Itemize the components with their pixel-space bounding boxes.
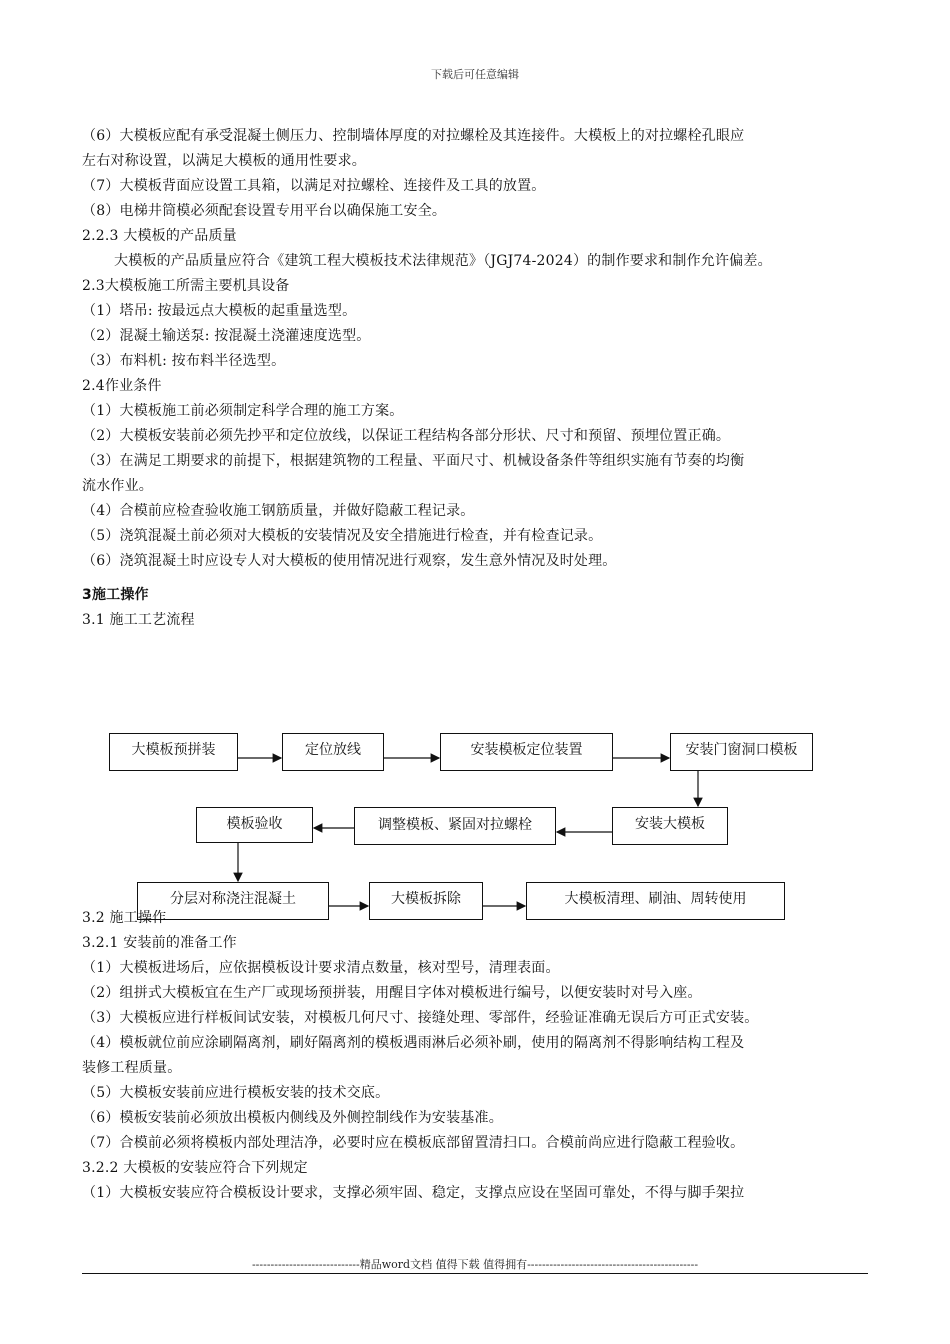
section-heading: 3.1 施工工艺流程 xyxy=(82,612,195,628)
text-line: （8）电梯井筒模必须配套设置专用平台以确保施工安全。 xyxy=(82,203,447,219)
text-line: （3）布料机: 按布料半径选型。 xyxy=(82,353,286,369)
text-line: （1）大模板安装应符合模板设计要求，支撑必须牢固、稳定，支撑点应设在坚固可靠处，不得与脚手架拉 xyxy=(82,1185,745,1201)
flow-step-prefabricate: 大模板预拼装 xyxy=(109,733,238,771)
text-line: （1）大模板进场后，应依据模板设计要求清点数量，核对型号，清理表面。 xyxy=(82,960,560,976)
flow-step-door-window: 安装门窗洞口模板 xyxy=(670,733,813,771)
text-line: （2）大模板安装前必须先抄平和定位放线，以保证工程结构各部分形状、尺寸和预留、预埋位置正确。 xyxy=(82,428,731,444)
text-line: （7）大模板背面应设置工具箱，以满足对拉螺栓、连接件及工具的放置。 xyxy=(82,178,546,194)
flow-step-install-locator: 安装模板定位装置 xyxy=(440,733,613,771)
text-line: 左右对称设置，以满足大模板的通用性要求。 xyxy=(82,153,366,169)
text-line: （2）混凝土输送泵: 按混凝土浇灌速度选型。 xyxy=(82,328,371,344)
text-line: （2）组拼式大模板宜在生产厂或现场预拼装，用醒目字体对模板进行编号，以便安装时对号入座。 xyxy=(82,985,702,1001)
text-line: （3）在满足工期要求的前提下，根据建筑物的工程量、平面尺寸、机械设备条件等组织实施有节奏的均衡 xyxy=(82,453,745,469)
text-line: （4）合模前应检查验收施工钢筋质量，并做好隐蔽工程记录。 xyxy=(82,503,475,519)
header-note: 下载后可任意编辑 xyxy=(431,68,519,81)
flow-step-adjust-fasten: 调整模板、紧固对拉螺栓 xyxy=(354,807,556,845)
flow-step-clean-reuse: 大模板清理、刷油、周转使用 xyxy=(526,882,785,920)
text-line: （3）大模板应进行样板间试安装，对模板几何尺寸、接缝处理、零部件，经验证准确无误后方可正式安装。 xyxy=(82,1010,759,1026)
text-line: （6）浇筑混凝土时应设专人对大模板的使用情况进行观察，发生意外情况及时处理。 xyxy=(82,553,617,569)
section-heading: 2.4作业条件 xyxy=(82,378,162,394)
flow-step-pour-concrete: 分层对称浇注混凝土 xyxy=(137,882,329,920)
text-line: 装修工程质量。 xyxy=(82,1060,182,1076)
text-line: （7）合模前必须将模板内部处理洁净，必要时应在模板底部留置清扫口。合模前尚应进行隐蔽工程验收。 xyxy=(82,1135,745,1151)
section-heading: 3.2 施工操作 xyxy=(82,910,167,926)
section-heading: 2.3大模板施工所需主要机具设备 xyxy=(82,278,290,294)
section-heading: 3.2.1 安装前的准备工作 xyxy=(82,935,237,951)
flow-step-acceptance: 模板验收 xyxy=(196,807,313,843)
text-line: （5）大模板安装前应进行模板安装的技术交底。 xyxy=(82,1085,390,1101)
text-line: （6）模板安装前必须放出模板内侧线及外侧控制线作为安装基准。 xyxy=(82,1110,503,1126)
text-line: 大模板的产品质量应符合《建筑工程大模板技术法律规范》（JGJ74-2024）的制作要求和制作允许偏差。 xyxy=(114,253,772,269)
footer-note: -----------------------------精品word文档 值得下载 值得拥有---------------------------------------------- xyxy=(251,1258,699,1271)
text-line: （6）大模板应配有承受混凝土侧压力、控制墙体厚度的对拉螺栓及其连接件。大模板上的对拉螺栓孔眼应 xyxy=(82,128,745,144)
text-line: （1）大模板施工前必须制定科学合理的施工方案。 xyxy=(82,403,404,419)
section-heading: 2.2.3 大模板的产品质量 xyxy=(82,228,237,244)
flow-step-positioning: 定位放线 xyxy=(282,733,384,771)
text-line: 流水作业。 xyxy=(82,478,153,494)
chapter-heading: 3施工操作 xyxy=(82,587,149,603)
text-line: （5）浇筑混凝土前必须对大模板的安装情况及安全措施进行检查，并有检查记录。 xyxy=(82,528,603,544)
footer-rule xyxy=(82,1273,868,1274)
text-line: （1）塔吊: 按最远点大模板的起重量选型。 xyxy=(82,303,357,319)
text-line: （4）模板就位前应涂刷隔离剂，刷好隔离剂的模板遇雨淋后必须补刷，使用的隔离剂不得影响结构工程及 xyxy=(82,1035,745,1051)
flow-step-dismantle: 大模板拆除 xyxy=(369,882,483,920)
section-heading: 3.2.2 大模板的安装应符合下列规定 xyxy=(82,1160,308,1176)
flow-step-install-large-form: 安装大模板 xyxy=(612,807,728,845)
